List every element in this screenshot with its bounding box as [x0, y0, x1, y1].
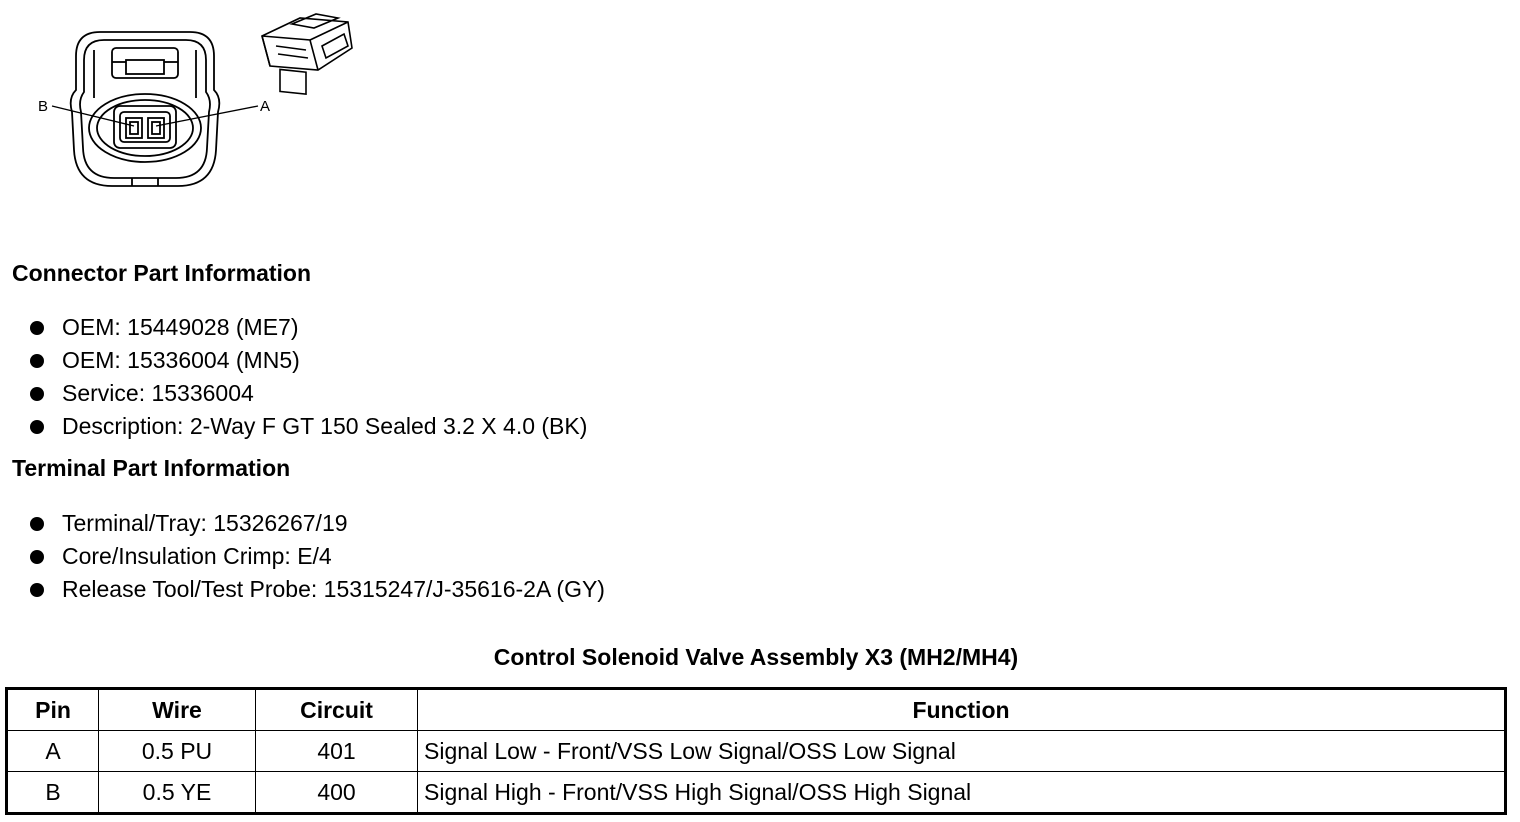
bullet-icon — [30, 583, 44, 597]
connector-face-view — [52, 32, 258, 186]
cell-wire: 0.5 YE — [99, 772, 256, 814]
bullet-icon — [30, 517, 44, 531]
bullet-icon — [30, 550, 44, 564]
list-item: Release Tool/Test Probe: 15315247/J-35616-2A (GY) — [0, 573, 605, 606]
cell-wire: 0.5 PU — [99, 731, 256, 772]
connector-info-title: Connector Part Information — [12, 260, 312, 286]
cell-function: Signal Low - Front/VSS Low Signal/OSS Low Signal — [418, 731, 1506, 772]
connector-isometric-view — [262, 14, 352, 94]
table-header-row — [7, 689, 1506, 731]
header-function: Function — [418, 689, 1506, 731]
cell-pin: B — [7, 772, 99, 814]
bullet-icon — [30, 354, 44, 368]
pin-label-a: A — [260, 98, 271, 115]
list-item: Service: 15336004 — [0, 377, 587, 410]
list-item: Description: 2-Way F GT 150 Sealed 3.2 X 4.0 (BK) — [0, 410, 587, 443]
table-row — [7, 772, 1506, 814]
cell-pin: A — [7, 731, 99, 772]
terminal-info-list — [0, 507, 605, 606]
pin-label-b: B — [38, 98, 49, 115]
list-item: Terminal/Tray: 15326267/19 — [0, 507, 605, 540]
list-item: OEM: 15336004 (MN5) — [0, 344, 587, 377]
cell-function: Signal High - Front/VSS High Signal/OSS High Signal — [418, 772, 1506, 814]
header-circuit: Circuit — [256, 689, 418, 731]
bullet-icon — [30, 321, 44, 335]
list-item: Core/Insulation Crimp: E/4 — [0, 540, 605, 573]
cell-circuit: 400 — [256, 772, 418, 814]
connector-diagram — [0, 0, 360, 200]
cell-circuit: 401 — [256, 731, 418, 772]
pin-table — [5, 687, 1507, 815]
table-row — [7, 731, 1506, 772]
bullet-icon — [30, 420, 44, 434]
connector-info-list — [0, 311, 587, 443]
header-wire: Wire — [99, 689, 256, 731]
terminal-info-title: Terminal Part Information — [12, 455, 291, 481]
header-pin: Pin — [7, 689, 99, 731]
bullet-icon — [30, 387, 44, 401]
list-item: OEM: 15449028 (ME7) — [0, 311, 587, 344]
pin-table-caption: Control Solenoid Valve Assembly X3 (MH2/MH4) — [493, 644, 1019, 670]
